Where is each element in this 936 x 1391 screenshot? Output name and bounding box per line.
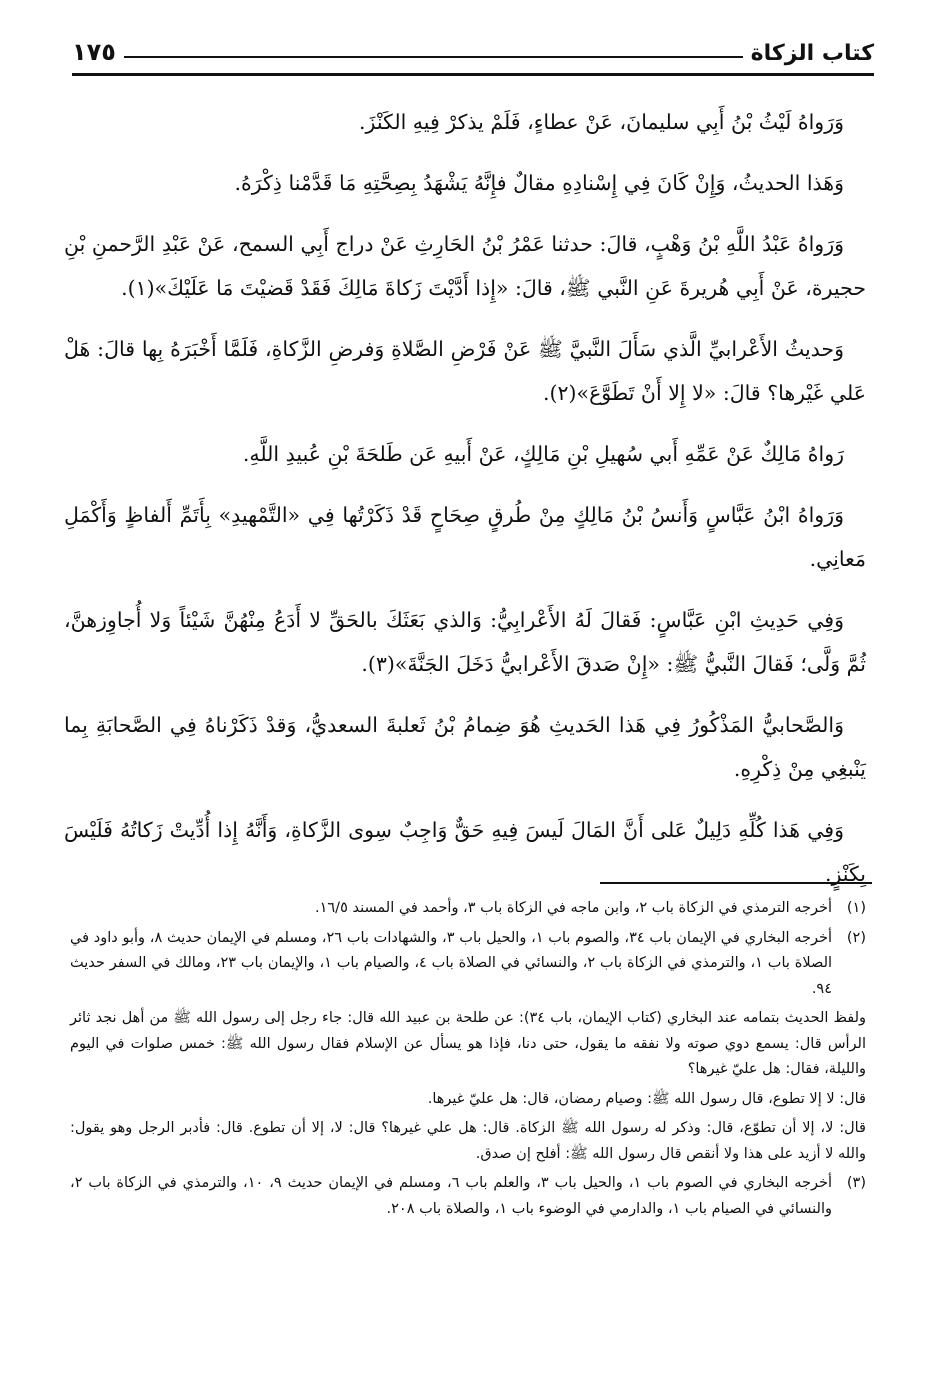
footnote-separator: [600, 882, 872, 884]
footnote-number: (٢): [846, 929, 866, 946]
footnote-number: (١): [846, 900, 866, 916]
paragraph: وَهَذا الحديثُ، وَإِنْ كَانَ فِي إِسْنادِهِ مقالٌ فإِنَّهُ يَشْهَدُ بِصِحَّتِهِ مَا قَدَّمْنا ذِكْرَهُ.: [234, 171, 844, 195]
paragraph: وَرَواهُ عَبْدُ اللَّهِ بْنُ وَهْبٍ، قالَ: حدثنا عَمْرُ بْنُ الحَارِثِ عَنْ دراج أَبِي السمح، عَنْ عَبْدِ الرَّحمنِ بْنِ حجيرة، عَنْ أَبِي هُريرةَ عَنِ النَّبي ﷺ، قالَ: «إِذا أَدَّيْتَ زَكاةَ مَالِكَ فَقَدْ قَضيْتَ مَا عَلَيْكَ»(١).: [64, 232, 866, 300]
paragraph: وَرَواهُ ابْنُ عَبَّاسٍ وَأَنسُ بْنُ مَالِكٍ مِنْ طُرقٍ صِحَاحٍ قَدْ ذَكَرْتُها فِي «التَّمْهيدِ» بِأَتَمِّ أَلفاظٍ وَأَكْمَلِ مَعانِي.: [64, 503, 866, 571]
footnote-text: أخرجه البخاري في الإيمان باب ٣٤، والصوم باب ١، والحيل باب ٣، والشهادات باب ٢٦، ومسلم في الإيمان حديث ٨، وأبو داود في الصلاة باب ١، والترمذي في الزكاة باب ٢، والنسائي في الصلاة باب ٤، والصيام باب ١، والإيمان باب ٢٣، ومالك في السفر حديث ٩٤.: [70, 929, 833, 997]
header-divider: [72, 73, 874, 76]
paragraph: وَالصَّحابيُّ المَذْكُورُ فِي هَذا الحَديثِ هُوَ ضِمامُ بْنُ ثَعلبةَ السعديُّ، وَقدْ ذَكَرْناهُ فِي الصَّحابَةِ بِما يَنْبغِي مِنْ ذِكْرِهِ.: [64, 713, 866, 781]
main-text: [64, 100, 866, 913]
paragraph: وَحديثُ الأَعْرابيِّ الَّذي سَأَلَ النَّبيَّ ﷺ عَنْ فَرْضِ الصَّلاةِ وَفرضِ الزَّكاةِ، فَلَمَّا أَخْبَرَهُ بِها قالَ: هَلْ عَلي غَيْرها؟ قالَ: «لا إِلا أَنْ تَطَوَّعَ»(٢).: [64, 337, 866, 405]
paragraph: وَرَواهُ لَيْثُ بْنُ أَبِي سليمانَ، عَنْ عطاءٍ، فَلَمْ يذكرْ فِيهِ الكَنْزَ.: [359, 110, 844, 134]
paragraph: وَفِي حَدِيثِ ابْنِ عَبَّاسٍ: فَقالَ لَهُ الأَعْرابِيُّ: وَالذي بَعَثَكَ بالحَقِّ لا أَدَعُ مِنْهُنَّ شَيْئاً وَلا أُجاوِزهنَّ، ثُمَّ وَلَّى؛ فَقالَ النَّبيُّ ﷺ: «إِنْ صَدقَ الأَعْرابيُّ دَخَلَ الجَنَّةَ»(٣).: [64, 608, 866, 676]
footnotes: [70, 896, 866, 1226]
paragraph: رَواهُ مَالِكٌ عَنْ عَمِّهِ أَبي سُهيلِ بْنِ مَالِكٍ، عَنْ أَبيهِ عَن طَلحَةَ بْنِ عُبيدِ اللَّهِ.: [242, 442, 844, 466]
footnote-continuation: قال: لا، إلا أن تطوّع، قال: وذكر له رسول الله ﷺ الزكاة. قال: هل علي غيرها؟ قال: لا، إلا أن تطوع. قال: فأدبر الرجل وهو يقول: والله لا أزيد على هذا ولا أنقص قال رسول الله ﷺ: أفلح إن صدق.: [70, 1120, 866, 1162]
paragraph: وَفِي هَذا كُلِّهِ دَلِيلٌ عَلى أَنَّ المَالَ لَيسَ فِيهِ حَقٌّ وَاجِبٌ سِوى الزَّكاةِ، وَأَنَّهُ إِذا أُدِّيتْ زَكاتُهُ فَلَيْسَ بِكَنْزٍ.: [64, 818, 866, 886]
page-number: ١٧٥: [72, 38, 116, 66]
footnote: [70, 926, 866, 1003]
page-header: [72, 28, 874, 72]
header-rule: [124, 56, 743, 58]
footnote-number: (٣): [846, 1175, 867, 1191]
footnote-text: أخرجه الترمذي في الزكاة باب ٢، وابن ماجه في الزكاة باب ٣، وأحمد في المسند ١٦/٥.: [315, 900, 832, 916]
running-title: كتاب الزكاة: [750, 41, 874, 66]
footnote-text: أخرجه البخاري في الصوم باب ١، والحيل باب ٣، والعلم باب ٦، ومسلم في الإيمان حديث ٩، ١٠، والترمذي في الزكاة باب ٢، والنسائي في الصيام باب ١، والدارمي في الوضوء باب ١، والصلاة باب ٢٠٨.: [70, 1175, 833, 1217]
footnote: [70, 896, 866, 922]
footnote: [70, 1171, 866, 1222]
footnote-continuation: ولفظ الحديث بتمامه عند البخاري (كتاب الإيمان، باب ٣٤): عن طلحة بن عبيد الله قال: جاء رجل إلى رسول الله ﷺ من أهل نجد ثائر الرأس قال: يسمع دوي صوته ولا نفقه ما يقول، حتى دنا، فإذا هو يسأل عن الإسلام فقال رسول الله ﷺ: خمس صلوات في اليوم والليلة، فقال: هل عليّ غيرها؟: [70, 1010, 867, 1077]
footnote-continuation: قال: لا إلا تطوع، قال رسول الله ﷺ: وصيام رمضان، قال: هل عليّ غيرها.: [427, 1090, 866, 1107]
